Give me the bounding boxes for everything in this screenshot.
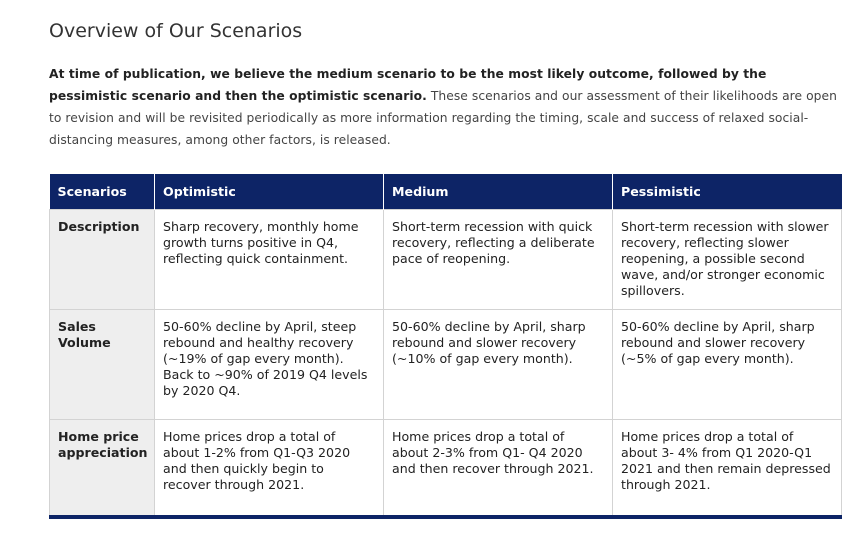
row-label-home-price: Home price appreciation: [50, 420, 155, 518]
page-title: Overview of Our Scenarios: [49, 20, 303, 42]
table-row: [50, 210, 842, 310]
cell-sales-pessimistic: 50-60% decline by April, sharp rebound and slower recovery (~5% of gap every month).: [613, 310, 842, 420]
scenarios-table: [49, 174, 842, 519]
cell-sales-optimistic: 50-60% decline by April, steep rebound and healthy recovery (~19% of gap every month). Back to ~90% of 2019 Q4 levels by 2020 Q4.: [155, 310, 384, 420]
cell-description-medium: Short-term recession with quick recovery, reflecting a deliberate pace of reopening.: [384, 210, 613, 310]
cell-home-pessimistic: Home prices drop a total of about 3- 4% from Q1 2020-Q1 2021 and then remain depressed through 2021.: [613, 420, 842, 518]
row-label-description: Description: [50, 210, 155, 310]
header-pessimistic: Pessimistic: [613, 174, 842, 210]
cell-description-pessimistic: Short-term recession with slower recovery, reflecting slower reopening, a possible second wave, and/or stronger economic spillovers.: [613, 210, 842, 310]
header-scenarios: Scenarios: [50, 174, 155, 210]
row-label-sales-volume: Sales Volume: [50, 310, 155, 420]
intro-rest-text: These scenarios and our assessment of their likelihoods are open to revision and will be revisited periodically as more information regarding the timing, scale and success of relaxed social-distancing measures, among other factors, is released.: [49, 89, 837, 147]
table-row: [50, 420, 842, 518]
intro-bold-text: At time of publication, we believe the medium scenario to be the most likely outcome, followed by the pessimistic scenario and then the optimistic scenario.: [49, 67, 767, 103]
table-header-row: [50, 174, 842, 210]
cell-home-optimistic: Home prices drop a total of about 1-2% from Q1-Q3 2020 and then quickly begin to recover through 2021.: [155, 420, 384, 518]
intro-paragraph: [49, 63, 839, 151]
header-optimistic: Optimistic: [155, 174, 384, 210]
header-medium: Medium: [384, 174, 613, 210]
table-row: [50, 310, 842, 420]
cell-home-medium: Home prices drop a total of about 2-3% from Q1- Q4 2020 and then recover through 2021.: [384, 420, 613, 518]
cell-description-optimistic: Sharp recovery, monthly home growth turns positive in Q4, reflecting quick containment.: [155, 210, 384, 310]
cell-sales-medium: 50-60% decline by April, sharp rebound and slower recovery (~10% of gap every month).: [384, 310, 613, 420]
